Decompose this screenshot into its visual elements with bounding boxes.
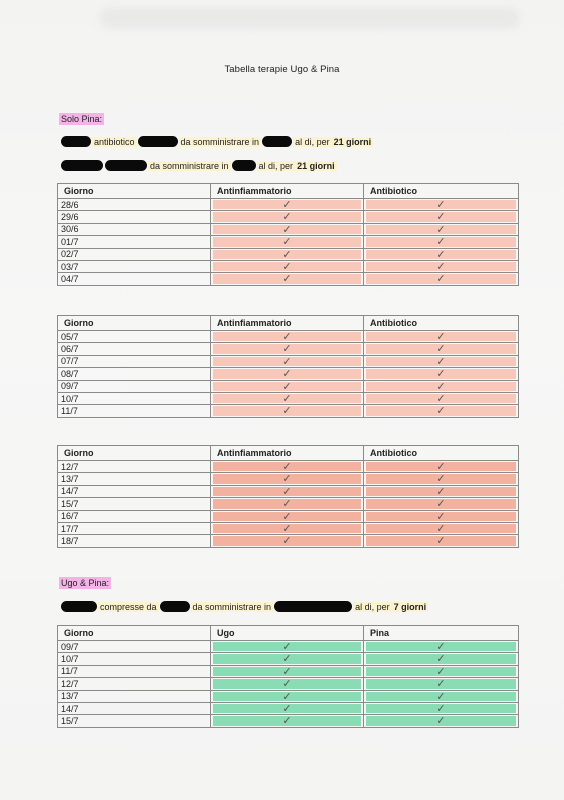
checkmark-icon: ✓ [282, 355, 292, 368]
date-cell: 30/6 [58, 223, 211, 235]
checkmark-icon: ✓ [282, 702, 292, 715]
redaction-bar [61, 160, 103, 171]
table-row [58, 641, 519, 653]
date-cell: 15/7 [58, 498, 211, 510]
checkmark-icon: ✓ [282, 485, 292, 498]
checkmark-icon: ✓ [282, 678, 292, 691]
dose-checked-cell [211, 405, 364, 417]
checkmark-icon: ✓ [282, 392, 292, 405]
date-cell: 14/7 [58, 702, 211, 714]
dose-checked-cell [211, 535, 364, 547]
date-cell: 10/7 [58, 653, 211, 665]
dose-checked-cell [364, 380, 519, 392]
redaction-bar [160, 601, 190, 612]
checkmark-icon: ✓ [436, 641, 446, 653]
column-header: Antinfiammatorio [211, 316, 364, 331]
dose-checked-cell [211, 331, 364, 343]
table-header-row [58, 626, 519, 641]
table-row [58, 485, 519, 497]
dose-checked-cell [364, 260, 519, 272]
checkmark-icon: ✓ [436, 461, 446, 473]
redaction-bar [232, 160, 256, 171]
table-row [58, 355, 519, 367]
date-cell: 16/7 [58, 510, 211, 522]
checkmark-icon: ✓ [436, 535, 446, 548]
checkmark-icon: ✓ [282, 248, 292, 261]
instr2-text-c: al di, per [258, 160, 294, 171]
table-row [58, 678, 519, 690]
checkmark-icon: ✓ [436, 273, 446, 286]
table-row [58, 535, 519, 547]
instr1-text-b: da somministrare in [180, 136, 260, 147]
table-row [58, 248, 519, 260]
table-row [58, 498, 519, 510]
date-cell: 11/7 [58, 665, 211, 677]
dose-checked-cell [211, 260, 364, 272]
redaction-bar [105, 160, 147, 171]
checkmark-icon: ✓ [436, 236, 446, 249]
table-row [58, 715, 519, 727]
instr3-text-c: al di, per [355, 601, 390, 612]
checkmark-icon: ✓ [436, 211, 446, 224]
checkmark-icon: ✓ [436, 392, 446, 405]
instr1-days: 21 giorni [333, 136, 372, 147]
checkmark-icon: ✓ [436, 522, 446, 535]
dose-checked-cell [364, 223, 519, 235]
dose-checked-cell [364, 211, 519, 223]
date-cell: 02/7 [58, 248, 211, 260]
checkmark-icon: ✓ [282, 510, 292, 523]
checkmark-icon: ✓ [436, 498, 446, 511]
dose-checked-cell [211, 473, 364, 485]
dose-checked-cell [364, 473, 519, 485]
dose-checked-cell [211, 715, 364, 727]
date-cell: 07/7 [58, 355, 211, 367]
dose-checked-cell [364, 461, 519, 473]
checkmark-icon: ✓ [282, 211, 292, 224]
table-row [58, 343, 519, 355]
dose-checked-cell [364, 343, 519, 355]
checkmark-icon: ✓ [436, 343, 446, 356]
checkmark-icon: ✓ [282, 331, 292, 343]
instr1-text-c: al di, per [295, 136, 330, 147]
dose-checked-cell [364, 485, 519, 497]
checkmark-icon: ✓ [436, 405, 446, 418]
column-header: Antibiotico [364, 184, 519, 199]
table-row [58, 473, 519, 485]
column-header: Ugo [211, 626, 364, 641]
date-cell: 15/7 [58, 715, 211, 727]
checkmark-icon: ✓ [282, 343, 292, 356]
date-cell: 06/7 [58, 343, 211, 355]
dose-checked-cell [364, 236, 519, 248]
column-header: Giorno [58, 446, 211, 461]
table-row [58, 331, 519, 343]
date-cell: 29/6 [58, 211, 211, 223]
checkmark-icon: ✓ [282, 641, 292, 653]
column-header: Antinfiammatorio [211, 184, 364, 199]
dose-checked-cell [211, 690, 364, 702]
table-row [58, 260, 519, 272]
checkmark-icon: ✓ [282, 260, 292, 273]
table-row [58, 702, 519, 714]
therapy-table-pina-3 [57, 445, 519, 548]
date-cell: 10/7 [58, 392, 211, 404]
redaction-bar [262, 136, 292, 147]
table-row [58, 236, 519, 248]
table-row [58, 392, 519, 404]
dose-checked-cell [364, 715, 519, 727]
dose-checked-cell [364, 522, 519, 534]
dose-checked-cell [364, 510, 519, 522]
dose-checked-cell [211, 355, 364, 367]
dose-checked-cell [211, 653, 364, 665]
checkmark-icon: ✓ [436, 715, 446, 728]
table-header-row [58, 184, 519, 199]
dose-checked-cell [211, 343, 364, 355]
checkmark-icon: ✓ [282, 690, 292, 703]
checkmark-icon: ✓ [282, 461, 292, 473]
checkmark-icon: ✓ [282, 223, 292, 236]
checkmark-icon: ✓ [436, 665, 446, 678]
dose-checked-cell [211, 223, 364, 235]
table-row [58, 522, 519, 534]
date-cell: 13/7 [58, 690, 211, 702]
therapy-table-pina-1 [57, 183, 519, 286]
dose-checked-cell [364, 641, 519, 653]
instr2-text-b: da somministrare in [150, 160, 229, 171]
table-row [58, 510, 519, 522]
checkmark-icon: ✓ [282, 273, 292, 286]
date-cell: 08/7 [58, 368, 211, 380]
date-cell: 11/7 [58, 405, 211, 417]
checkmark-icon: ✓ [282, 665, 292, 678]
dose-checked-cell [211, 485, 364, 497]
dose-checked-cell [211, 236, 364, 248]
checkmark-icon: ✓ [436, 473, 446, 486]
table-row [58, 665, 519, 677]
date-cell: 28/6 [58, 199, 211, 211]
dose-checked-cell [211, 665, 364, 677]
dose-checked-cell [211, 211, 364, 223]
table-row [58, 405, 519, 417]
checkmark-icon: ✓ [436, 331, 446, 343]
dose-checked-cell [211, 273, 364, 285]
dose-checked-cell [364, 653, 519, 665]
checkmark-icon: ✓ [282, 368, 292, 381]
checkmark-icon: ✓ [282, 199, 292, 211]
instr1-text-a: antibiotico [94, 136, 135, 147]
checkmark-icon: ✓ [282, 405, 292, 418]
redaction-bar [138, 136, 178, 147]
therapy-table-pina-2 [57, 315, 519, 418]
date-cell: 03/7 [58, 260, 211, 272]
instr2-days: 21 giorni [297, 160, 335, 171]
table-row [58, 653, 519, 665]
column-header: Antibiotico [364, 446, 519, 461]
date-cell: 13/7 [58, 473, 211, 485]
redaction-bar [61, 601, 97, 612]
dose-checked-cell [364, 535, 519, 547]
instruction-line-1 [60, 136, 373, 147]
document-title: Tabella terapie Ugo & Pina [224, 64, 340, 75]
date-cell: 09/7 [58, 380, 211, 392]
date-cell: 04/7 [58, 273, 211, 285]
instruction-line-2 [60, 160, 337, 171]
column-header: Antibiotico [364, 316, 519, 331]
table-row [58, 273, 519, 285]
dose-checked-cell [364, 273, 519, 285]
dose-checked-cell [364, 199, 519, 211]
table-header-row [58, 446, 519, 461]
date-cell: 05/7 [58, 331, 211, 343]
checkmark-icon: ✓ [282, 653, 292, 666]
table-row [58, 211, 519, 223]
dose-checked-cell [364, 665, 519, 677]
table-row [58, 223, 519, 235]
table-row [58, 199, 519, 211]
table-row [58, 380, 519, 392]
date-cell: 12/7 [58, 678, 211, 690]
dose-checked-cell [364, 690, 519, 702]
dose-checked-cell [364, 355, 519, 367]
instr3-days: 7 giorni [393, 601, 427, 612]
checkmark-icon: ✓ [436, 380, 446, 393]
checkmark-icon: ✓ [282, 473, 292, 486]
dose-checked-cell [211, 380, 364, 392]
dose-checked-cell [211, 498, 364, 510]
checkmark-icon: ✓ [436, 702, 446, 715]
table-row [58, 368, 519, 380]
section-label-solo-pina: Solo Pina: [61, 114, 103, 124]
dose-checked-cell [364, 678, 519, 690]
column-header: Giorno [58, 626, 211, 641]
checkmark-icon: ✓ [436, 485, 446, 498]
bleed-through-shadow [100, 8, 520, 28]
section-label-ugo-pina: Ugo & Pina: [61, 578, 110, 588]
checkmark-icon: ✓ [436, 653, 446, 666]
column-header: Pina [364, 626, 519, 641]
checkmark-icon: ✓ [436, 690, 446, 703]
checkmark-icon: ✓ [436, 248, 446, 261]
checkmark-icon: ✓ [436, 678, 446, 691]
dose-checked-cell [211, 392, 364, 404]
dose-checked-cell [364, 498, 519, 510]
table-row [58, 461, 519, 473]
date-cell: 18/7 [58, 535, 211, 547]
dose-checked-cell [364, 405, 519, 417]
date-cell: 17/7 [58, 522, 211, 534]
checkmark-icon: ✓ [436, 223, 446, 236]
dose-checked-cell [211, 641, 364, 653]
checkmark-icon: ✓ [436, 368, 446, 381]
redaction-bar [274, 601, 352, 612]
checkmark-icon: ✓ [436, 510, 446, 523]
column-header: Antinfiammatorio [211, 446, 364, 461]
checkmark-icon: ✓ [282, 535, 292, 548]
column-header: Giorno [58, 316, 211, 331]
date-cell: 12/7 [58, 461, 211, 473]
instr3-text-a: compresse da [100, 601, 157, 612]
table-header-row [58, 316, 519, 331]
checkmark-icon: ✓ [282, 522, 292, 535]
dose-checked-cell [364, 702, 519, 714]
checkmark-icon: ✓ [282, 715, 292, 728]
dose-checked-cell [364, 368, 519, 380]
dose-checked-cell [211, 678, 364, 690]
date-cell: 09/7 [58, 641, 211, 653]
checkmark-icon: ✓ [282, 236, 292, 249]
checkmark-icon: ✓ [436, 260, 446, 273]
date-cell: 01/7 [58, 236, 211, 248]
dose-checked-cell [211, 461, 364, 473]
dose-checked-cell [211, 199, 364, 211]
dose-checked-cell [211, 248, 364, 260]
checkmark-icon: ✓ [282, 498, 292, 511]
dose-checked-cell [211, 702, 364, 714]
dose-checked-cell [211, 510, 364, 522]
dose-checked-cell [364, 248, 519, 260]
checkmark-icon: ✓ [436, 355, 446, 368]
redaction-bar [61, 136, 91, 147]
instruction-line-3 [60, 601, 428, 612]
dose-checked-cell [364, 392, 519, 404]
checkmark-icon: ✓ [436, 199, 446, 211]
therapy-table-ugo-pina [57, 625, 519, 728]
dose-checked-cell [211, 522, 364, 534]
checkmark-icon: ✓ [282, 380, 292, 393]
dose-checked-cell [364, 331, 519, 343]
instr3-text-b: da somministrare in [192, 601, 272, 612]
dose-checked-cell [211, 368, 364, 380]
table-row [58, 690, 519, 702]
column-header: Giorno [58, 184, 211, 199]
date-cell: 14/7 [58, 485, 211, 497]
